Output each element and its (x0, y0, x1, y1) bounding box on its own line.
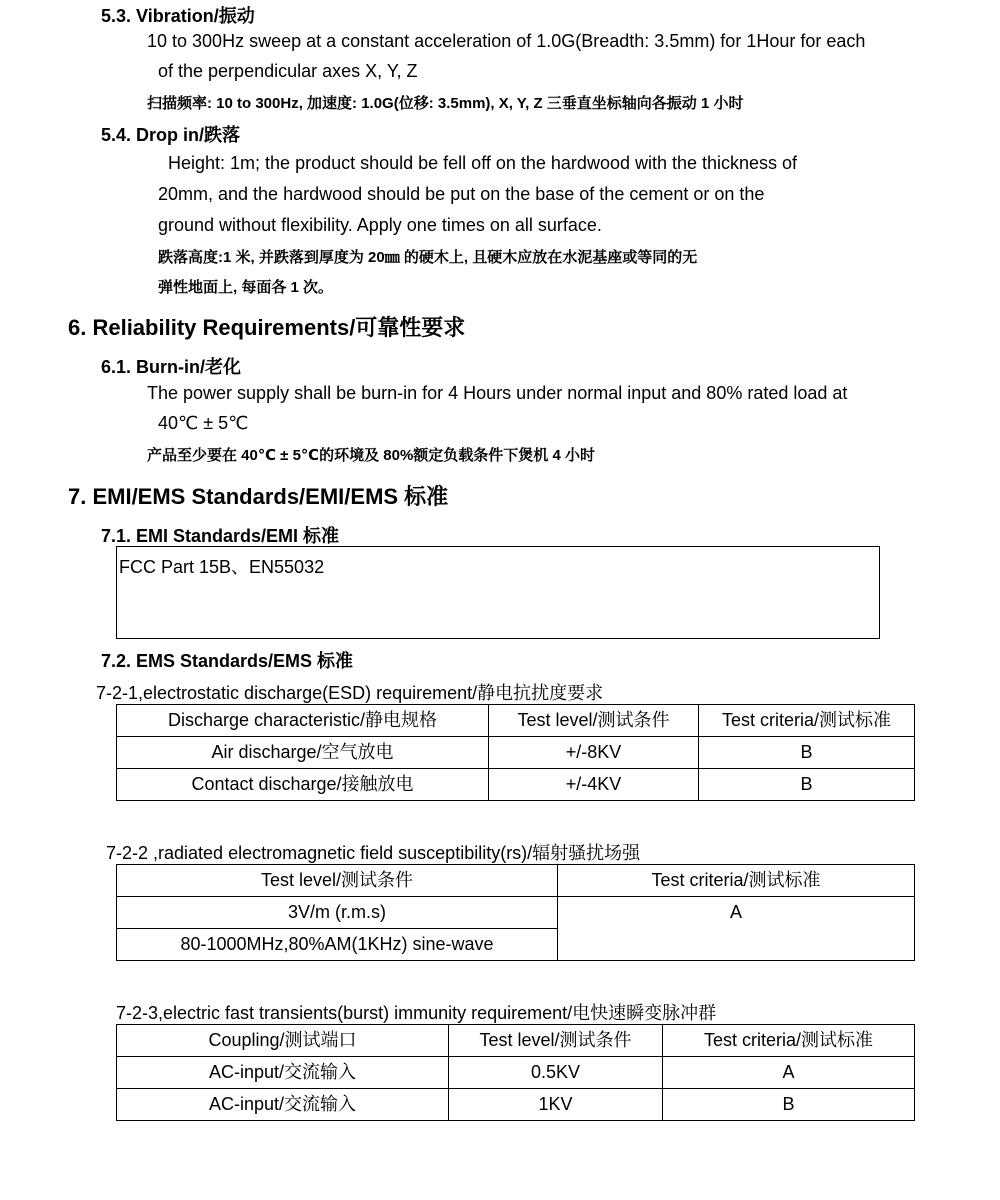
table-caption-rs: 7-2-2 ,radiated electromagnetic field susceptibility(rs)/辐射骚扰场强 (106, 843, 641, 863)
section-heading-7-1: 7.1. EMI Standards/EMI 标准 (101, 526, 340, 546)
table-cell: +/-8KV (489, 737, 699, 769)
table-header-row (117, 1025, 915, 1057)
table-header-cell: Test level/测试条件 (117, 865, 558, 897)
table-cell: Contact discharge/接触放电 (117, 769, 489, 801)
table-header-cell: Test criteria/测试标准 (699, 705, 915, 737)
esd-table (116, 704, 915, 801)
table-header-cell: Coupling/测试端口 (117, 1025, 449, 1057)
table-header-row (117, 705, 915, 737)
table-header-cell: Test level/测试条件 (449, 1025, 663, 1057)
table-row (117, 737, 915, 769)
chinese-translation: 弹性地面上, 每面各 1 次。 (158, 279, 334, 296)
table-cell: B (699, 769, 915, 801)
table-header-cell: Test criteria/测试标准 (558, 865, 915, 897)
section-heading-5-3: 5.3. Vibration/振动 (101, 6, 255, 26)
table-cell: B (663, 1089, 915, 1121)
table-cell: Air discharge/空气放电 (117, 737, 489, 769)
table-header-cell: Test level/测试条件 (489, 705, 699, 737)
chinese-translation: 产品至少要在 40℃ ± 5℃的环境及 80%额定负载条件下煲机 4 小时 (147, 447, 595, 464)
paragraph-line: 40℃ ± 5℃ (158, 413, 249, 433)
table-header-cell: Test criteria/测试标准 (663, 1025, 915, 1057)
chinese-translation: 跌落高度:1 米, 并跌落到厚度为 20㎜ 的硬木上, 且硬木应放在水泥基座或等同的无 (158, 249, 698, 266)
table-header-row (117, 865, 915, 897)
table-caption-esd: 7-2-1,electrostatic discharge(ESD) requirement/静电抗扰度要求 (96, 683, 604, 703)
table-caption-eft: 7-2-3,electric fast transients(burst) immunity requirement/电快速瞬变脉冲群 (116, 1003, 717, 1023)
paragraph-line: 20mm, and the hardwood should be put on the base of the cement or on the (158, 184, 765, 204)
rs-table (116, 864, 915, 961)
section-heading-6: 6. Reliability Requirements/可靠性要求 (68, 315, 466, 340)
table-row (117, 897, 915, 929)
paragraph-line: The power supply shall be burn-in for 4 Hours under normal input and 80% rated load at (147, 383, 848, 403)
table-cell: AC-input/交流输入 (117, 1089, 449, 1121)
section-heading-5-4: 5.4. Drop in/跌落 (101, 125, 241, 145)
table-row (117, 1057, 915, 1089)
table-cell: +/-4KV (489, 769, 699, 801)
emi-standards-box (116, 546, 880, 639)
table-header-cell: Discharge characteristic/静电规格 (117, 705, 489, 737)
table-cell: A (558, 897, 915, 961)
paragraph-line: ground without flexibility. Apply one times on all surface. (158, 215, 602, 235)
eft-table (116, 1024, 915, 1121)
table-cell: 80-1000MHz,80%AM(1KHz) sine-wave (117, 929, 558, 961)
section-heading-6-1: 6.1. Burn-in/老化 (101, 357, 242, 377)
paragraph-line: of the perpendicular axes X, Y, Z (158, 61, 418, 81)
section-heading-7: 7. EMI/EMS Standards/EMI/EMS 标准 (68, 484, 449, 509)
table-cell: B (699, 737, 915, 769)
paragraph-line: 10 to 300Hz sweep at a constant acceleration of 1.0G(Breadth: 3.5mm) for 1Hour for each (147, 31, 866, 51)
section-heading-7-2: 7.2. EMS Standards/EMS 标准 (101, 651, 354, 671)
chinese-translation: 扫描频率: 10 to 300Hz, 加速度: 1.0G(位移: 3.5mm), X, Y, Z 三垂直坐标轴向各振动 1 小时 (147, 95, 744, 112)
table-row (117, 769, 915, 801)
table-cell: 0.5KV (449, 1057, 663, 1089)
table-cell: A (663, 1057, 915, 1089)
paragraph-line: Height: 1m; the product should be fell off on the hardwood with the thickness of (168, 153, 798, 173)
table-cell: AC-input/交流输入 (117, 1057, 449, 1089)
table-row (117, 1089, 915, 1121)
emi-standards-text: FCC Part 15B、EN55032 (119, 557, 325, 577)
table-cell: 1KV (449, 1089, 663, 1121)
table-cell: 3V/m (r.m.s) (117, 897, 558, 929)
